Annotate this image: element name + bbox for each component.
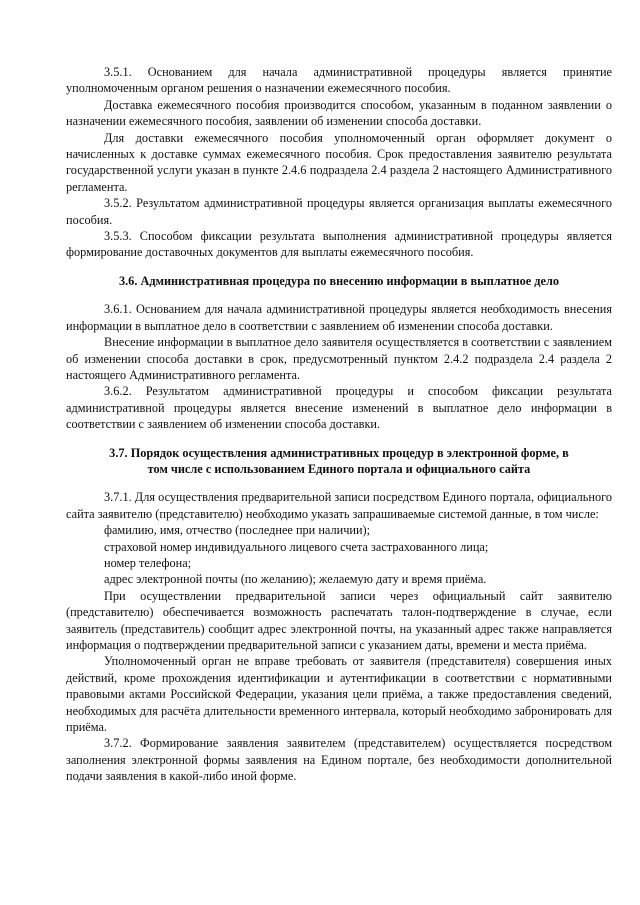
paragraph-delivery-method: Доставка ежемесячного пособия производится способом, указанным в поданном заявлении о назначении ежемесячного пособия, заявлении об изменении способа доставки.	[66, 97, 612, 129]
list-item-email-date: адрес электронной почты (по желанию); желаемую дату и время приёма.	[104, 572, 487, 587]
paragraph-3-6-1: 3.6.1. Основанием для начала административной процедуры является необходимость внесения информации в выплатное дело в соответствии с заявлением об изменении способа доставки.	[66, 302, 612, 333]
list-item-phone: номер телефона;	[104, 555, 192, 570]
heading-3-6: 3.6. Административная процедура по внесению информации в выплатное дело	[118, 273, 560, 288]
document-page	[66, 64, 612, 785]
paragraph-3-5-3: 3.5.3. Способом фиксации результата выполнения административной процедуры является формирование доставочных документов для выплаты ежемесячного пособия.	[66, 229, 612, 260]
paragraph-3-7-2: 3.7.2. Формирование заявления заявителем (представителем) осуществляется посредством заполнения электронной формы заявления на Едином портале, без необходимости дополнительной подачи заявления в какой-либо иной форме.	[66, 736, 612, 784]
list-item-full-name: фамилию, имя, отчество (последнее при наличии);	[104, 523, 371, 538]
paragraph-authority-restrictions: Уполномоченный орган не вправе требовать от заявителя (представителя) совершения иных действий, кроме прохождения идентификации и аутентификации в соответствии с нормативными правовыми актами Российской Федерации, указания цели приёма, а также предоставления сведений, необходимых для расчёта длительности временного интервала, который необходимо забронировать для приёма.	[66, 654, 612, 735]
paragraph-3-5-2: 3.5.2. Результатом административной процедуры является организация выплаты ежемесячного пособия.	[66, 196, 612, 227]
list-item-snils: страховой номер индивидуального лицевого счета застрахованного лица;	[104, 539, 489, 554]
heading-3-7-line-1: 3.7. Порядок осуществления административных процедур в электронной форме, в	[109, 445, 569, 460]
paragraph-3-6-2: 3.6.2. Результатом административной процедуры и способом фиксации результата административной процедуры является внесение изменений в выплатное дело информации в соответствии с заявлением об изменении способа доставки.	[66, 384, 612, 432]
paragraph-delivery-document: Для доставки ежемесячного пособия уполномоченный орган оформляет документ о начисленных к доставке суммах ежемесячного пособия. Срок предоставления заявителю результата государственной услуги указан в пункте 2.4.6 подраздела 2.4 раздела 2 настоящего Административного регламента.	[66, 130, 612, 194]
heading-3-7-line-2: том числе с использованием Единого портала и официального сайта	[147, 461, 531, 476]
paragraph-pre-registration-site: При осуществлении предварительной записи через официальный сайт заявителю (представителю) обеспечивается возможность распечатать талон-подтверждение в случае, если заявитель (представитель) сообщит адрес электронной почты, на указанный адрес также направляется информация о подтверждении предварительной записи с указанием даты, времени и места приёма.	[66, 588, 612, 652]
paragraph-info-entry: Внесение информации в выплатное дело заявителя осуществляется в соответствии с заявлением об изменении способа доставки в срок, предусмотренный пунктом 2.4.2 подраздела 2.4 раздела 2 настоящего Административного регламента.	[66, 335, 612, 382]
paragraph-3-5-1: 3.5.1. Основанием для начала административной процедуры является принятие уполномоченным органом решения о назначении ежемесячного пособия.	[66, 65, 612, 96]
heading-3-7	[66, 445, 612, 478]
paragraph-3-7-1: 3.7.1. Для осуществления предварительной записи посредством Единого портала, официального сайта заявителю (представителю) необходимо указать запрашиваемые системой данные, в том числе:	[66, 490, 612, 521]
